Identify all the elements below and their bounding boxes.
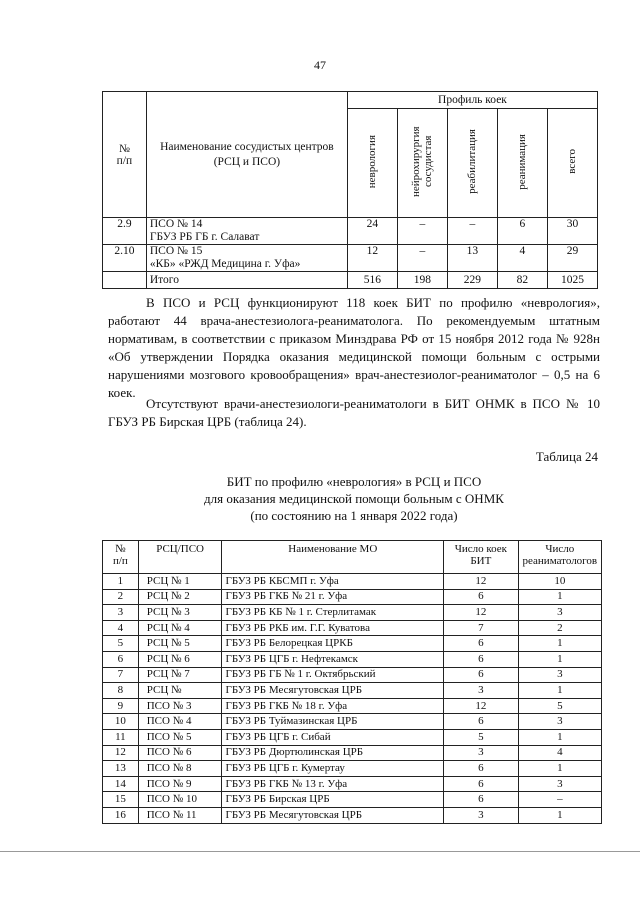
- row-beds: 12: [444, 605, 519, 621]
- row-num: 2: [103, 589, 139, 605]
- header-center: РСЦ/ПСО: [138, 541, 222, 574]
- row-num: 6: [103, 651, 139, 667]
- header-doctors: Число реаниматологов: [518, 541, 601, 574]
- row-num: 4: [103, 620, 139, 636]
- header-profile: Профиль коек: [347, 92, 597, 109]
- total-label: Итого: [146, 272, 347, 289]
- cell-value: 1025: [547, 272, 597, 289]
- cell-value: –: [447, 218, 497, 245]
- row-beds: 6: [444, 714, 519, 730]
- cell-value: 229: [447, 272, 497, 289]
- row-mo: ГБУЗ РБ Белорецкая ЦРКБ: [222, 636, 444, 652]
- row-doctors: 3: [518, 714, 601, 730]
- paragraph-missing-doctors: Отсутствуют врачи-анестезиологи-реаниматологи в БИТ ОНМК в ПСО № 10 ГБУЗ РБ Бирская ЦРБ (таблица 24).: [108, 396, 600, 429]
- cell-value: 198: [397, 272, 447, 289]
- row-mo: ГБУЗ РБ Месягутовская ЦРБ: [222, 807, 444, 823]
- row-doctors: 10: [518, 574, 601, 590]
- cell-value: 24: [347, 218, 397, 245]
- row-mo: ГБУЗ РБ ГКБ № 13 г. Уфа: [222, 776, 444, 792]
- row-beds: 6: [444, 589, 519, 605]
- cell-value: –: [397, 218, 447, 245]
- bit-neurology-table: [102, 540, 602, 824]
- table-row: [103, 218, 598, 245]
- row-num: 2.10: [103, 245, 147, 272]
- row-beds: 3: [444, 683, 519, 699]
- row-beds: 7: [444, 620, 519, 636]
- row-center: РСЦ № 3: [138, 605, 222, 621]
- row-num: 15: [103, 792, 139, 808]
- row-name: ПСО № 15 «КБ» «РЖД Медицина г. Уфа»: [146, 245, 347, 272]
- row-center: ПСО № 8: [138, 761, 222, 777]
- row-center: РСЦ № 6: [138, 651, 222, 667]
- row-doctors: 3: [518, 776, 601, 792]
- row-doctors: 1: [518, 651, 601, 667]
- header-beds: Число коек БИТ: [444, 541, 519, 574]
- row-doctors: 1: [518, 589, 601, 605]
- row-beds: 6: [444, 776, 519, 792]
- row-center: РСЦ №: [138, 683, 222, 699]
- cell-value: 13: [447, 245, 497, 272]
- row-center: ПСО № 9: [138, 776, 222, 792]
- cell-value: –: [397, 245, 447, 272]
- row-beds: 5: [444, 729, 519, 745]
- row-num: 12: [103, 745, 139, 761]
- row-center: ПСО № 3: [138, 698, 222, 714]
- paragraph-beds: В ПСО и РСЦ функционируют 118 коек БИТ по профилю «неврология», работают 44 врача-анестезиолога-реаниматолога. По рекомендуемым штатным нормативам, в соответствии с приказом Минздрава РФ от 15 ноября 2012 года № 928н «Об утверждении Порядка оказания медицинской помощи больным с острыми нарушениями мозгового кровообращения» врач-анестезиолог-реаниматолог – 0,5 на 6 коек.: [108, 295, 600, 400]
- footer-divider: [0, 851, 640, 852]
- cell-value: 29: [547, 245, 597, 272]
- row-num: 3: [103, 605, 139, 621]
- row-mo: ГБУЗ РБ ГКБ № 21 г. Уфа: [222, 589, 444, 605]
- row-center: РСЦ № 2: [138, 589, 222, 605]
- table-row: [103, 605, 602, 621]
- row-num: 8: [103, 683, 139, 699]
- table-row: [103, 729, 602, 745]
- row-doctors: 1: [518, 636, 601, 652]
- row-name: ПСО № 14 ГБУЗ РБ ГБ г. Салават: [146, 218, 347, 245]
- total-row: [103, 272, 598, 289]
- row-doctors: 1: [518, 807, 601, 823]
- row-num: 7: [103, 667, 139, 683]
- header-num: № п/п: [103, 541, 139, 574]
- header-col-neurosurgery: нейрохирургия сосудистая: [397, 109, 447, 218]
- table-row: [103, 589, 602, 605]
- row-num: 14: [103, 776, 139, 792]
- row-num: 16: [103, 807, 139, 823]
- table-row: [103, 761, 602, 777]
- table-body: [103, 574, 602, 824]
- table-row: [103, 776, 602, 792]
- cell-value: 516: [347, 272, 397, 289]
- row-mo: ГБУЗ РБ ЦГБ г. Кумертау: [222, 761, 444, 777]
- row-mo: ГБУЗ РБ КБСМП г. Уфа: [222, 574, 444, 590]
- row-beds: 12: [444, 698, 519, 714]
- row-doctors: –: [518, 792, 601, 808]
- row-doctors: 4: [518, 745, 601, 761]
- row-center: РСЦ № 5: [138, 636, 222, 652]
- table-row: [103, 574, 602, 590]
- row-num: 10: [103, 714, 139, 730]
- row-beds: 6: [444, 667, 519, 683]
- row-mo: ГБУЗ РБ ГКБ № 18 г. Уфа: [222, 698, 444, 714]
- cell-value: 82: [497, 272, 547, 289]
- table-row: [103, 807, 602, 823]
- row-mo: ГБУЗ РБ ГБ № 1 г. Октябрьский: [222, 667, 444, 683]
- row-center: ПСО № 4: [138, 714, 222, 730]
- row-center: РСЦ № 4: [138, 620, 222, 636]
- row-beds: 6: [444, 761, 519, 777]
- row-mo: ГБУЗ РБ КБ № 1 г. Стерлитамак: [222, 605, 444, 621]
- row-mo: ГБУЗ РБ Месягутовская ЦРБ: [222, 683, 444, 699]
- row-beds: 6: [444, 636, 519, 652]
- cell-value: 12: [347, 245, 397, 272]
- row-mo: ГБУЗ РБ Дюртюлинская ЦРБ: [222, 745, 444, 761]
- row-mo: ГБУЗ РБ Туймазинская ЦРБ: [222, 714, 444, 730]
- cell-value: 30: [547, 218, 597, 245]
- row-center: ПСО № 11: [138, 807, 222, 823]
- row-mo: ГБУЗ РБ Бирская ЦРБ: [222, 792, 444, 808]
- table-row: [103, 651, 602, 667]
- row-beds: 6: [444, 792, 519, 808]
- cell-value: 6: [497, 218, 547, 245]
- header-col-rehab: реабилитация: [447, 109, 497, 218]
- row-num: 5: [103, 636, 139, 652]
- row-doctors: 3: [518, 667, 601, 683]
- row-doctors: 1: [518, 761, 601, 777]
- row-mo: ГБУЗ РБ ЦГБ г. Нефтекамск: [222, 651, 444, 667]
- page-number: 47: [314, 58, 326, 72]
- row-num: 1: [103, 574, 139, 590]
- row-doctors: 2: [518, 620, 601, 636]
- table-row: [103, 698, 602, 714]
- row-doctors: 3: [518, 605, 601, 621]
- table-caption: БИТ по профилю «неврология» в РСЦ и ПСО для оказания медицинской помощи больным с ОНМК (по состоянию на 1 января 2022 года): [204, 474, 504, 523]
- row-beds: 3: [444, 807, 519, 823]
- table-row: [103, 245, 598, 272]
- row-beds: 12: [444, 574, 519, 590]
- row-mo: ГБУЗ РБ РКБ им. Г.Г. Куватова: [222, 620, 444, 636]
- row-mo: ГБУЗ РБ ЦГБ г. Сибай: [222, 729, 444, 745]
- row-center: ПСО № 5: [138, 729, 222, 745]
- row-num: 2.9: [103, 218, 147, 245]
- row-center: ПСО № 6: [138, 745, 222, 761]
- row-center: РСЦ № 1: [138, 574, 222, 590]
- header-mo: Наименование МО: [222, 541, 444, 574]
- table-row: [103, 636, 602, 652]
- bed-profile-table: [102, 91, 598, 289]
- cell-value: 4: [497, 245, 547, 272]
- row-doctors: 1: [518, 683, 601, 699]
- table-row: [103, 714, 602, 730]
- header-col-total: всего: [547, 109, 597, 218]
- row-center: ПСО № 10: [138, 792, 222, 808]
- row-beds: 6: [444, 651, 519, 667]
- header-center-name: Наименование сосудистых центров (РСЦ и ПСО): [146, 92, 347, 218]
- table-row: [103, 620, 602, 636]
- row-num: 13: [103, 761, 139, 777]
- row-num: 11: [103, 729, 139, 745]
- header-num: № п/п: [103, 92, 147, 218]
- row-num: 9: [103, 698, 139, 714]
- table-label: Таблица 24: [535, 449, 598, 464]
- table-row: [103, 792, 602, 808]
- row-doctors: 1: [518, 729, 601, 745]
- header-col-icu: реанимация: [497, 109, 547, 218]
- row-center: РСЦ № 7: [138, 667, 222, 683]
- table-row: [103, 683, 602, 699]
- table-row: [103, 667, 602, 683]
- table-row: [103, 745, 602, 761]
- row-beds: 3: [444, 745, 519, 761]
- header-col-neurology: неврология: [347, 109, 397, 218]
- row-doctors: 5: [518, 698, 601, 714]
